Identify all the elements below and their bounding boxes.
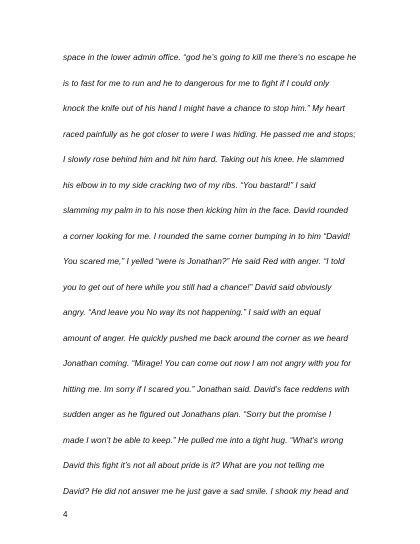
text-line: you to get out of here while you still had a chance!” David said obviously <box>63 281 332 292</box>
text-line: his elbow in to my side cracking two of my ribs. “You bastard!” I said <box>63 179 316 190</box>
text-line: a corner looking for me. I rounded the same corner bumping in to him “David! <box>63 230 350 241</box>
text-line: I slowly rose behind him and hit him hard. Taking out his knee. He slammed <box>63 154 345 164</box>
text-line: raced painfully as he got closer to were I was hiding. He passed me and stops; <box>63 128 356 139</box>
text-line: You scared me,” I yelled “were is Jonathan?” He said Red with anger. “I told <box>63 256 345 266</box>
text-line: David? He did not answer me he just gave a sad smile. I shook my head and <box>63 485 349 496</box>
text-line: space in the lower admin office. “god he’s going to kill me there’s no escape he <box>63 52 357 62</box>
page-number: 4 <box>63 510 68 519</box>
text-line: hitting me. Im sorry if I scared you.” Jonathan said. David’s face reddens with <box>63 383 350 394</box>
text-line: angry. “And leave you No way its not happening.” I said with an equal <box>63 307 321 317</box>
text-line: sudden anger as he figured out Jonathans plan. “Sorry but the promise I <box>63 409 332 419</box>
text-line: amount of anger. He quickly pushed me back around the corner as we heard <box>63 332 349 343</box>
text-line: knock the knife out of his hand I might have a chance to stop him.” My heart <box>63 103 345 113</box>
text-line: slamming my palm in to his nose then kicking him in the face. David rounded <box>63 205 349 215</box>
body-text <box>63 45 375 504</box>
text-line: David this fight it’s not all about pride is it? What are you not telling me <box>63 460 325 470</box>
text-line: is to fast for me to run and he to dangerous for me to fight if I could only <box>63 77 330 88</box>
text-line: Jonathan coming. “Mirage! You can come out now I am not angry with you for <box>63 358 352 368</box>
text-line: made I won’t be able to keep.” He pulled me into a tight hug. “What’s wrong <box>63 434 344 445</box>
